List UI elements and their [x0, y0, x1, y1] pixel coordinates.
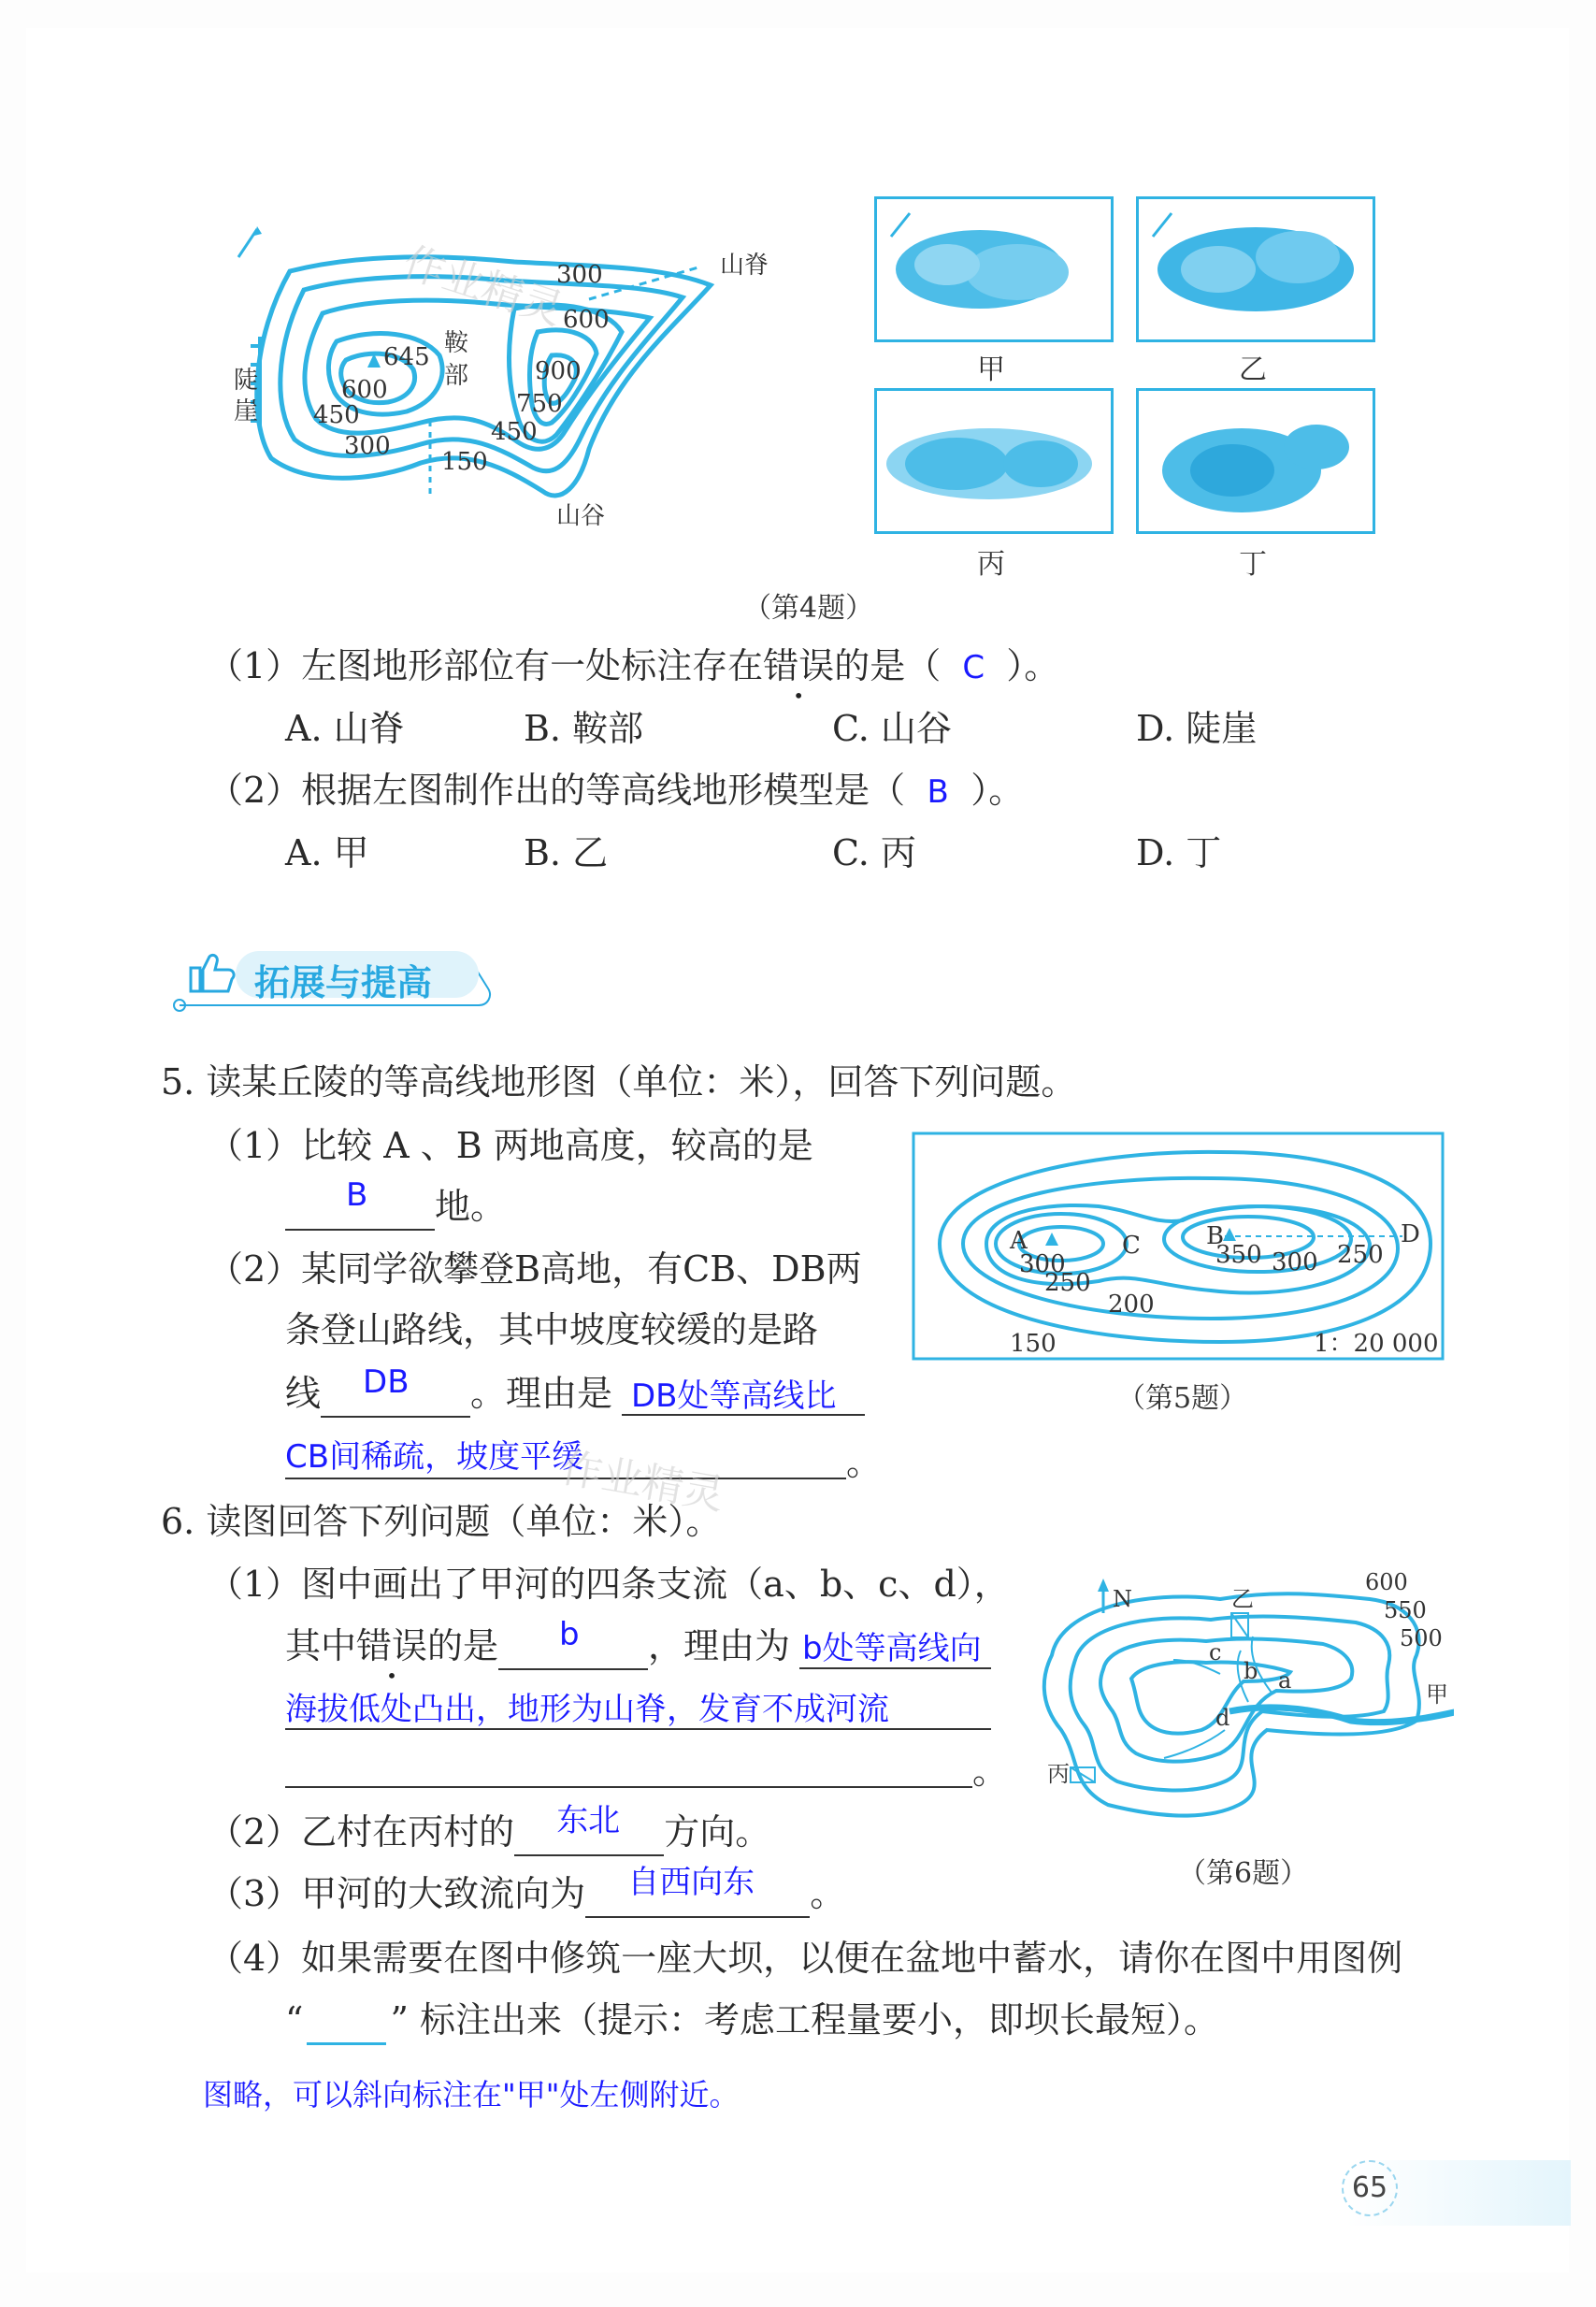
q4-2-answer: B	[927, 773, 949, 811]
q5-2-line1: （2）某同学欲攀登B高地，有CB、DB两	[208, 1248, 862, 1290]
q4-1-option-a: A. 山脊	[285, 708, 405, 749]
model-label-jia: 甲	[977, 353, 1005, 386]
q6-1-line2	[285, 1616, 791, 1670]
fig6-contour-550: 550	[1384, 1597, 1427, 1623]
tributary-c: c	[1209, 1639, 1222, 1665]
fig5-contour-map	[912, 1132, 1445, 1361]
contour-900: 900	[535, 357, 582, 385]
north-arrow-label: N	[1113, 1586, 1132, 1612]
q5-1-end: 地。	[435, 1186, 507, 1227]
village-yi: 乙	[1231, 1586, 1254, 1612]
q4-1-stem	[208, 645, 1059, 688]
fig5-contour-250-left: 250	[1044, 1269, 1091, 1297]
watermark: 作业精灵	[397, 238, 569, 335]
q4-2-text: （2）根据左图制作出的等高线地形模型是（	[208, 770, 906, 811]
contour-450-right: 450	[491, 418, 538, 446]
label-cliff-bottom: 崖	[234, 397, 259, 425]
point-B: B	[1206, 1222, 1225, 1250]
q4-1-text2: 的是（	[834, 645, 942, 686]
q6-2-a: （2）乙村在丙村的	[208, 1811, 515, 1853]
q6-2-answer: 东北	[556, 1802, 621, 1839]
fig5-scale: 1：20 000	[1314, 1330, 1439, 1358]
q6-1-reason-2: 海拔低处凸出，地形为山脊，发育不成河流	[285, 1691, 889, 1728]
thumbs-up-icon	[191, 955, 234, 991]
q5-2-reason-1: DB处等高线比	[631, 1377, 837, 1415]
q6-4-line2a: “	[285, 1999, 304, 2040]
tributary-a: a	[1278, 1667, 1292, 1694]
q6-2-b: 方向。	[664, 1811, 771, 1853]
model-box-bing	[874, 388, 1114, 534]
q4-1-option-c: C. 山谷	[832, 708, 952, 749]
q4-1-emph: 错误	[763, 645, 835, 686]
contour-450-left: 450	[313, 401, 360, 429]
label-saddle-bottom: 部	[444, 362, 469, 390]
dam-legend-symbol	[307, 1999, 386, 2045]
label-cliff-top: 陡	[234, 367, 259, 395]
fig5-contour-300-right: 300	[1272, 1248, 1318, 1276]
q6-3-answer: 自西向东	[627, 1864, 755, 1901]
village-bing: 丙	[1047, 1761, 1070, 1787]
q4-2-end: ）。	[971, 770, 1025, 811]
q6-4-line2b: ” 标注出来（提示：考虑工程量要小，即坝长最短）。	[390, 1999, 1219, 2040]
q4-2-stem	[208, 770, 1024, 813]
q6-4-line2	[285, 1999, 1219, 2045]
q6-1-answer: b	[559, 1616, 580, 1653]
page-number-badge	[1342, 2160, 1398, 2216]
section-title: 拓展与提高	[254, 962, 433, 1003]
fig5-contour-350: 350	[1215, 1241, 1262, 1269]
label-valley: 山谷	[556, 502, 606, 530]
q6-3	[208, 1864, 846, 1918]
contour-150: 150	[441, 448, 488, 476]
contour-600-left: 600	[341, 376, 388, 404]
fig5-contour-150: 150	[1010, 1330, 1057, 1358]
q4-2-option-a: A. 甲	[285, 832, 369, 873]
q4-1-option-d: D. 陡崖	[1136, 708, 1258, 749]
fig4-caption: （第4题）	[743, 592, 874, 625]
contour-600-right: 600	[563, 306, 610, 334]
q6-3-b: 。	[810, 1873, 846, 1914]
q5-2-reason-2: CB间稀疏，坡度平缓	[285, 1438, 584, 1476]
page-number: 65	[1351, 2171, 1388, 2204]
river-jia: 甲	[1426, 1681, 1448, 1708]
q6-1-reason-1: b处等高线向	[802, 1630, 982, 1667]
q5-2-line3a: 线	[285, 1373, 322, 1414]
q6-1-line1: （1）图中画出了甲河的四条支流（a、b、c、d），	[208, 1564, 1010, 1605]
model-box-jia	[874, 196, 1114, 342]
fig6-caption: （第6题）	[1178, 1857, 1309, 1890]
q6-1-emph: 错误	[356, 1625, 428, 1666]
q5-1-line1: （1）比较 A 、B 两地高度，较高的是	[208, 1125, 813, 1166]
label-saddle-top: 鞍	[444, 329, 469, 357]
q6-2	[208, 1802, 771, 1856]
q4-2-option-d: D. 丁	[1136, 832, 1222, 873]
q6-1-end: 。	[972, 1751, 1009, 1792]
q6-3-a: （3）甲河的大致流向为	[208, 1873, 586, 1914]
fig6-contour-500: 500	[1400, 1625, 1443, 1651]
q6-4-line1: （4）如果需要在图中修筑一座大坝，以便在盆地中蓄水，请你在图中用图例	[208, 1938, 1403, 1979]
q5-2-answer: DB	[363, 1363, 410, 1401]
fig6-contour-600: 600	[1365, 1571, 1408, 1595]
q4-2-option-c: C. 丙	[832, 832, 916, 873]
model-label-yi: 乙	[1239, 353, 1267, 386]
fig5-caption: （第5题）	[1117, 1382, 1248, 1415]
fig5-contour-300-left: 300	[1019, 1250, 1066, 1278]
q5-2-end: 。	[846, 1442, 883, 1483]
model-box-yi	[1136, 196, 1375, 342]
fig6-contour-map	[1033, 1571, 1454, 1852]
q5-2-line3	[285, 1363, 613, 1418]
q4-1-text: （1）左图地形部位有一处标注存在	[208, 645, 764, 686]
fig5-contour-250-right: 250	[1337, 1241, 1384, 1269]
contour-750: 750	[516, 390, 563, 418]
q4-1-answer: C	[962, 649, 985, 686]
q5-2-line3b: 。理由是	[470, 1373, 613, 1414]
point-D: D	[1401, 1220, 1420, 1248]
q4-1-option-b: B. 鞍部	[524, 708, 644, 749]
contour-645: 645	[383, 343, 430, 371]
q6-1-line2a: 其中	[285, 1625, 357, 1666]
fig5-contour-200: 200	[1108, 1290, 1155, 1319]
q5-1-line2	[285, 1176, 507, 1231]
q5-2-line2: 条登山路线，其中坡度较缓的是路	[285, 1309, 819, 1350]
q6-1-line2b: 的是	[427, 1625, 499, 1666]
model-label-bing: 丙	[977, 548, 1005, 581]
tributary-b: b	[1244, 1658, 1258, 1684]
q5-title: 5. 读某丘陵的等高线地形图（单位：米），回答下列问题。	[161, 1061, 1077, 1103]
label-ridge: 山脊	[720, 252, 769, 280]
q4-1-end: ）。	[1006, 645, 1060, 686]
contour-300-top: 300	[556, 261, 603, 289]
q4-2-option-b: B. 乙	[524, 832, 609, 873]
tributary-d: d	[1215, 1705, 1230, 1731]
q6-4-answer: 图略，可以斜向标注在"甲"处左侧附近。	[203, 2077, 740, 2112]
q5-1-answer: B	[346, 1176, 368, 1214]
point-A: A	[1010, 1227, 1028, 1255]
watermark-2: 作业精灵	[557, 1444, 728, 1520]
point-C: C	[1122, 1232, 1141, 1260]
contour-300-bottom: 300	[344, 432, 391, 460]
section-header	[161, 940, 497, 1015]
model-label-ding: 丁	[1239, 548, 1267, 581]
q6-title: 6. 读图回答下列问题（单位：米）。	[161, 1501, 722, 1542]
q6-1-line2c: ，理由为	[648, 1625, 791, 1666]
model-box-ding	[1136, 388, 1375, 534]
